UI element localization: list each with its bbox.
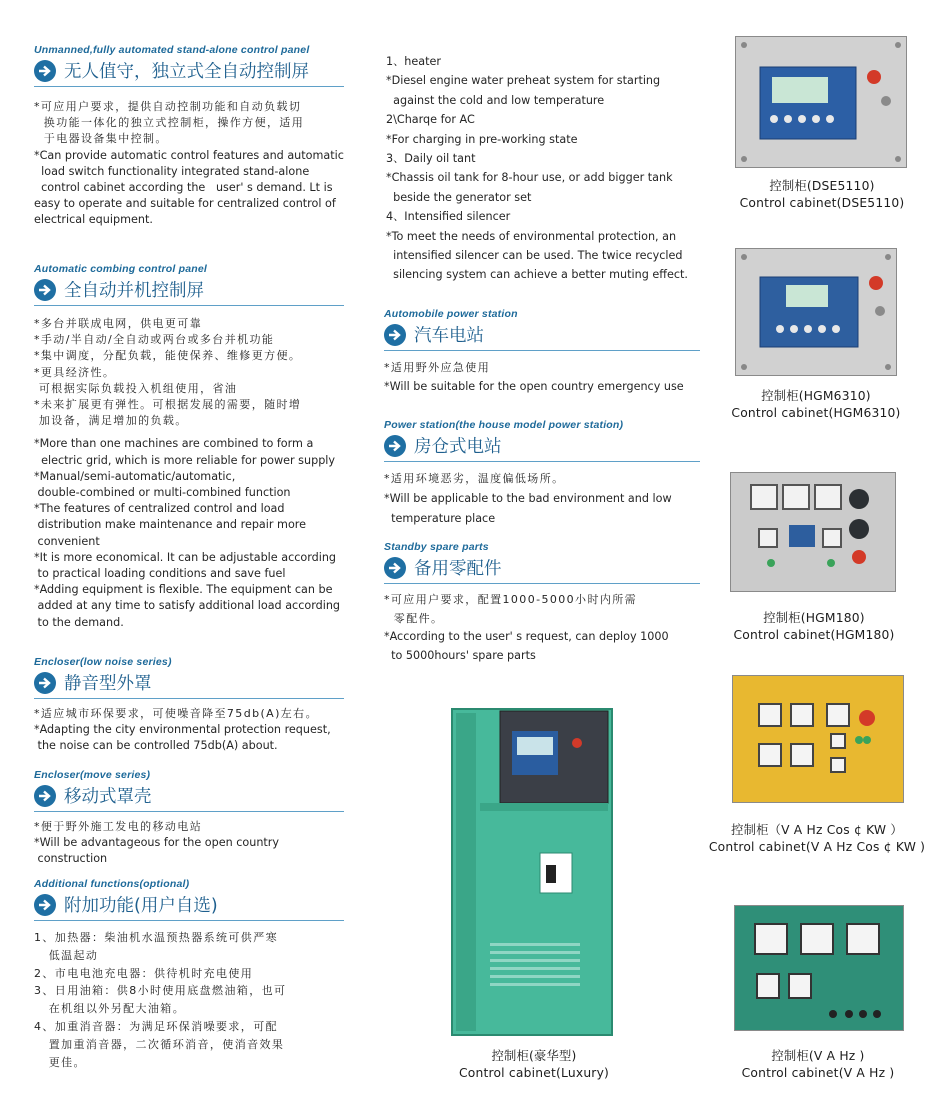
list-item: 在机组以外另配大油箱。 (34, 1002, 186, 1016)
list-item: double-combined or multi-combined function (34, 486, 291, 500)
list-item: electric grid, which is more reliable for power supply (34, 453, 336, 467)
list-item: to 5000hours' spare parts (384, 648, 536, 662)
section-items (34, 706, 344, 755)
list-item: 1、加热器：柴油机水温预热器系统可供严寒 (34, 931, 278, 944)
section-items (34, 929, 344, 1071)
list-item: 零配件。 (384, 611, 444, 625)
list-item: 2、市电电池充电器：供待机时充电使用 (34, 966, 254, 980)
section-heading (34, 783, 344, 812)
section-cn-title: 静音型外罩 (64, 674, 152, 694)
list-item: 1、heater (386, 55, 442, 68)
additional-functions-en (386, 52, 706, 285)
list-item: *适用野外应急使用 (384, 361, 491, 374)
list-item: load switch functionality integrated stand-alone (34, 164, 310, 178)
list-item: 2\Charqe for AC (386, 113, 475, 127)
section-heading (34, 670, 344, 699)
section-spare-parts (384, 541, 700, 665)
cabinet-caption (714, 610, 914, 643)
cabinet-caption-cn: 控制柜（V A Hz Cos ¢ KW ） (731, 823, 903, 837)
arrow-right-icon (34, 785, 56, 807)
list-item: to practical loading conditions and save fuel (34, 567, 286, 581)
section-house-station (384, 419, 700, 529)
list-item: *Diesel engine water preheat system for starting (386, 74, 661, 88)
list-item: *Can provide automatic control features and automatic (34, 148, 344, 162)
arrow-right-icon (384, 557, 406, 579)
list-item: convenient (34, 534, 100, 548)
list-item: *Will be applicable to the bad environment and low (384, 492, 672, 505)
list-item: *Will be advantageous for the open country (34, 836, 280, 850)
list-item: silencing system can achieve a better muting effect. (386, 268, 688, 282)
cabinet-caption-en: Control cabinet(V A Hz ) (741, 1065, 895, 1080)
luxury-cabinet-image (450, 705, 614, 1037)
list-item: *便于野外施工发电的移动电站 (34, 820, 203, 833)
cabinet-caption-en: Control cabinet(HGM180) (733, 627, 895, 642)
section-items (34, 819, 344, 868)
list-item: *The features of centralized control and load (34, 502, 285, 516)
cabinet-caption-cn: 控制柜(豪华型) (491, 1049, 577, 1063)
list-item: *适用环境恶劣，温度偏低场所。 (384, 472, 565, 485)
list-item: 3、日用油箱：供8小时使用底盘燃油箱，也可 (34, 984, 287, 998)
section-cn-title: 全自动并机控制屏 (64, 281, 204, 301)
section-cn-title: 汽车电站 (414, 326, 484, 346)
section-items (384, 358, 700, 396)
list-item: *To meet the needs of environmental protection, an (386, 229, 677, 243)
list-item: *手动/半自动/全自动或两台或多台并机功能 (34, 333, 275, 347)
cabinet-caption-en: Control cabinet(V A Hz Cos ¢ KW ) (708, 839, 926, 854)
list-item: *适应城市环保要求，可使噪音降至75db(A)左右。 (34, 707, 318, 720)
list-item: 4、Intensified silencer (386, 210, 511, 224)
list-item: against the cold and low temperature (386, 93, 605, 107)
section-automobile-station (384, 308, 700, 396)
arrow-right-icon (34, 60, 56, 82)
list-item: *It is more economical. It can be adjustable according (34, 550, 337, 564)
list-item: beside the generator set (386, 190, 532, 204)
section-standalone-panel (34, 44, 344, 229)
cabinet-caption-cn: 控制柜(HGM180) (763, 611, 865, 625)
section-cn-title: 房仓式电站 (414, 437, 502, 457)
list-item: 可根据实际负载投入机组使用，省油 (34, 381, 238, 395)
list-item: 加设备，满足增加的负载。 (34, 414, 188, 428)
list-item: *集中调度，分配负载，能使保养、维修更方便。 (34, 349, 302, 363)
list-item: intensified silencer can be used. The twice recycled (386, 249, 683, 263)
list-item: control cabinet according the user' s demand. Lt is (34, 181, 333, 195)
arrow-right-icon (384, 324, 406, 346)
vahz-panel-image (734, 905, 904, 1031)
section-en-title: Automobile power station (384, 308, 518, 320)
cabinet-caption-cn: 控制柜(V A Hz ) (771, 1049, 865, 1063)
section-en-title: Power station(the house model power station) (384, 419, 624, 431)
arrow-right-icon (34, 279, 56, 301)
list-item: construction (34, 852, 108, 866)
cabinet-caption-en: Control cabinet(Luxury) (458, 1065, 610, 1080)
section-en-title: Encloser(move series) (34, 769, 151, 781)
cabinet-caption (716, 388, 916, 421)
section-heading (384, 433, 700, 462)
list-item: *未来扩展更有弹性。可根据发展的需要，随时增 (34, 398, 302, 412)
section-move-series (34, 769, 344, 868)
list-item: distribution make maintenance and repair more (34, 518, 307, 532)
list-item: the noise can be controlled 75db(A) about. (34, 739, 278, 753)
section-items (384, 469, 700, 529)
list-item: 置加重消音器，二次循环消音，使消音效果 (34, 1037, 285, 1051)
list-item: 更佳。 (34, 1055, 86, 1069)
hgm6310-panel-image (735, 248, 897, 376)
list-item: 4、加重消音器：为满足环保消噪要求，可配 (34, 1019, 278, 1033)
list-item: *Adapting the city environmental protection request, (34, 723, 331, 737)
list-item: 低温起动 (34, 948, 99, 962)
list-item: 换功能一体化的独立式控制柜，操作方便，适用 (34, 116, 305, 130)
list-item: temperature place (384, 512, 496, 525)
section-en-title: Additional functions(optional) (34, 878, 190, 890)
list-item: 3、Daily oil tant (386, 152, 476, 166)
cabinet-caption-en: Control cabinet(DSE5110) (739, 195, 905, 210)
list-item: *Manual/semi-automatic/automatic, (34, 469, 236, 483)
section-low-noise (34, 656, 344, 755)
list-item: *Will be suitable for the open country emergency use (384, 380, 684, 393)
section-items (34, 99, 344, 229)
section-en-title: Automatic combing control panel (34, 263, 208, 275)
section-en-title: Standby spare parts (384, 541, 489, 553)
cabinet-caption-cn: 控制柜(HGM6310) (761, 389, 871, 403)
list-item: *更具经济性。 (34, 365, 116, 379)
list-item: *可应用户要求，提供自动控制功能和自动负载切 (34, 100, 302, 113)
list-item: 于电器设备集中控制。 (34, 132, 168, 146)
list-item: *For charging in pre-working state (386, 132, 578, 146)
arrow-right-icon (34, 672, 56, 694)
section-heading (384, 555, 700, 584)
section-heading (34, 277, 344, 306)
section-items (34, 316, 344, 631)
list-item: *Chassis oil tank for 8-hour use, or add bigger tank (386, 171, 673, 185)
cabinet-caption (718, 1048, 918, 1081)
section-en-title: Encloser(low noise series) (34, 656, 172, 668)
list-item: electrical equipment. (34, 213, 153, 227)
section-heading (34, 58, 344, 87)
list-item: added at any time to satisfy additional load according (34, 599, 341, 613)
cabinet-caption (434, 1048, 634, 1081)
list-item: easy to operate and suitable for centralized control of (34, 197, 336, 211)
section-items (384, 591, 700, 665)
section-cn-title: 附加功能(用户自选) (64, 896, 218, 916)
section-combining-panel (34, 263, 344, 631)
list-item: to the demand. (34, 615, 124, 629)
section-cn-title: 移动式罩壳 (64, 787, 152, 807)
list-item: *可应用户要求，配置1000-5000小时内所需 (384, 593, 638, 606)
cabinet-caption-en: Control cabinet(HGM6310) (731, 405, 901, 420)
arrow-right-icon (384, 435, 406, 457)
section-heading (384, 322, 700, 351)
list-item: *Adding equipment is flexible. The equipment can be (34, 583, 333, 597)
section-en-title: Unmanned,fully automated stand-alone control panel (34, 44, 310, 56)
section-cn-title: 备用零配件 (414, 559, 502, 579)
section-heading (34, 892, 344, 921)
section-additional-functions (34, 878, 344, 1071)
list-item: *多台并联成电网，供电更可靠 (34, 317, 203, 330)
dse5110-panel-image (735, 36, 907, 168)
list-item: *More than one machines are combined to form a (34, 437, 314, 451)
vahz-cos-kw-panel-image (732, 675, 904, 803)
section-cn-title: 无人值守，独立式全自动控制屏 (64, 62, 309, 82)
cabinet-caption-cn: 控制柜(DSE5110) (769, 179, 875, 193)
cabinet-caption (722, 178, 922, 211)
hgm180-panel-image (730, 472, 896, 592)
list-item: *According to the user' s request, can deploy 1000 (384, 630, 669, 643)
cabinet-caption (694, 822, 940, 855)
arrow-right-icon (34, 894, 56, 916)
